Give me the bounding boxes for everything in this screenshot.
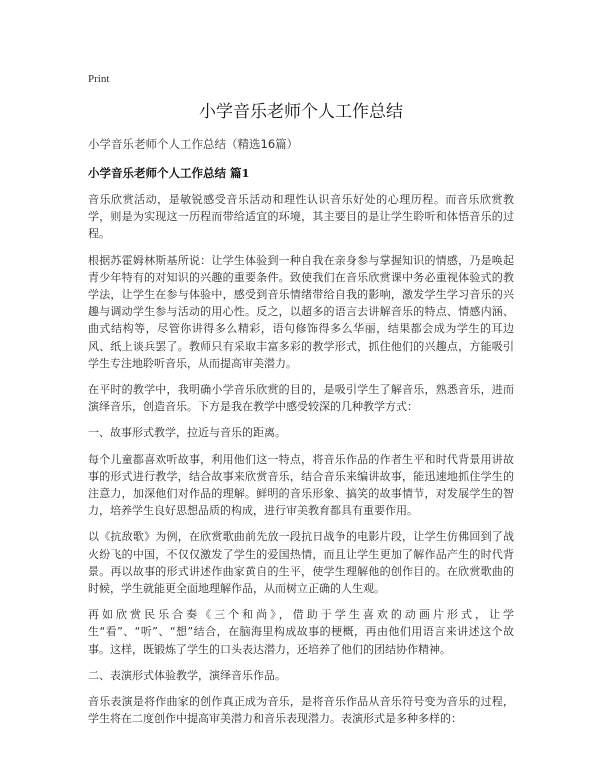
subheading-paragraph: 一、故事形式教学，拉近与音乐的距离。 <box>88 426 286 440</box>
paragraph: 以《抗敌歌》为例，在欣赏歌曲前先放一段抗日战争的电影片段，让学生仿佛回到了战火纷飞的中国，不仅仅激发了学生的爱国热情，而且让学生更加了解作品产生的时代背景。再以故事的形式讲述作曲家黄自的生平，使学生理解他的创作目的。在欣赏歌曲的时候，学生就能更全面地理解作品，从而树立正确的人生观。 <box>88 530 514 596</box>
paragraph: 再如欣赏民乐合奏《三个和尚》，借助于学生喜欢的动画片形式，让学生“看”、“听”、“想”结合，在脑海里构成故事的梗概，再由他们用语言来讲述这个故事。这样，既锻炼了学生的口头表达潜力，还培养了他们的团结协作精神。 <box>88 608 514 656</box>
section-heading: 小学音乐老师个人工作总结 篇1 <box>88 166 250 180</box>
paragraph: 根据苏霍姆林斯基所说：让学生体验到一种自我在亲身参与掌握知识的情感，乃是唤起青少年特有的对知识的兴趣的重要条件。致使我们在音乐欣赏课中务必重视体验式的教学法，让学生在参与体验中，感受到音乐情绪带给自我的影响，激发学生学习音乐的兴趣与调动学生参与活动的用心性。反之，以超多的语言去讲解音乐的特点、情感内涵、曲式结构等，尽管你讲得多么精彩，语句修饰得多么华丽，结果都会成为学生的耳边风、纸上谈兵罢了。教师只有采取丰富多彩的教学形式，抓住他们的兴趣点，方能吸引学生专注地聆听音乐，从而提高审美潜力。 <box>88 253 514 370</box>
paragraph: 音乐欣赏活动，是敏锐感受音乐活动和理性认识音乐好处的心理历程。而音乐欣赏教学，则是为实现这一历程而带给适宜的环境，其主要目的是让学生聆听和体悟音乐的过程。 <box>88 193 514 241</box>
paragraph: 音乐表演是将作曲家的创作真正成为音乐，是将音乐作品从音乐符号变为音乐的过程，学生将在二度创作中提高审美潜力和音乐表现潜力。表演形式是多种多样的： <box>88 695 514 726</box>
print-label[interactable]: Print <box>88 73 110 85</box>
subheading-paragraph: 二、表演形式体验教学，演绎音乐作品。 <box>88 668 286 682</box>
document-title: 小学音乐老师个人工作总结 <box>199 102 403 122</box>
document-subtitle: 小学音乐老师个人工作总结（精选16篇） <box>88 137 299 151</box>
paragraph: 每个儿童都喜欢听故事，利用他们这一特点，将音乐作品的作者生平和时代背景用讲故事的形式进行教学，结合故事来欣赏音乐，结合音乐来编讲故事，能迅速地抓住学生的注意力，加深他们对作品的理解。鲜明的音乐形象、搞笑的故事情节，对发展学生的智力，培养学生良好思想品质的构成，进行审美教育都具有重要作用。 <box>88 452 514 518</box>
paragraph: 在平时的教学中，我明确小学音乐欣赏的目的，是吸引学生了解音乐，熟悉音乐，进而演绎音乐，创造音乐。下方是我在教学中感受较深的几种教学方式： <box>88 383 514 414</box>
